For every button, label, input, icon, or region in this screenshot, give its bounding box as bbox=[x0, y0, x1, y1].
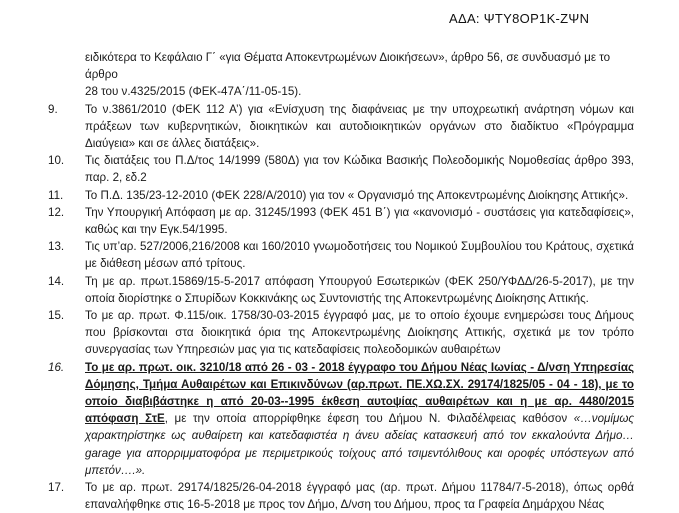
list-item-15 bbox=[48, 307, 634, 359]
list-item-12 bbox=[48, 204, 634, 238]
item-number: 16. bbox=[48, 360, 65, 374]
list-item-14 bbox=[48, 273, 634, 307]
document-body bbox=[48, 49, 634, 513]
item-number: 12. bbox=[48, 205, 65, 219]
item-text: Την Υπουργική Απόφαση με αρ. 31245/1993 (ΦΕΚ 451 Β΄) για «κανονισμό - συστάσεις για κατεδαφίσεις», καθώς και την Εγκ.54/1995. bbox=[85, 205, 634, 237]
item-text: Τις διατάξεις του Π.Δ/τος 14/1999 (580Δ) για τον Κώδικα Βασικής Πολεοδομικής Νομοθεσίας άρθρο 393, παρ. 2, εδ.2 bbox=[85, 154, 634, 185]
item-text: Το ν.3861/2010 (ΦΕΚ 112 Α’) για «Ενίσχυση της διαφάνειας με την υποχρεωτική ανάρτηση νόμων και πράξεων των κυβερνητικών, διοικητικών και αυτοδιοικητικών οργάνων στο διαδίκτυο «Πρόγραμμα Διαύγεια» και σε άλλες διατάξεις». bbox=[85, 102, 634, 151]
item-number: 10. bbox=[48, 154, 65, 168]
item-text: Το με αρ. πρωτ. 29174/1825/26-04-2018 έγγραφό μας (αρ. πρωτ. Δήμου 11784/7-5-2018), όπως ορθά επαναλήφθηκε στις 16-5-2018 με προς τον Δήμο, Δ/νση του Δήμου, προς τα Γραφεία Δημάρχου Νέας bbox=[85, 481, 634, 512]
item-number: 15. bbox=[48, 309, 65, 323]
item-number: 11. bbox=[48, 188, 64, 202]
item-text: Τη με αρ. πρωτ.15869/15-5-2017 απόφαση Υπουργού Εσωτερικών (ΦΕΚ 250/ΥΦΔΔ/26-5-2017), με την οποία διορίστηκε ο Σπυρίδων Κοκκινάκης ως Συντονιστής της Αποκεντρωμένης Διοίκησης Αττικής. bbox=[85, 274, 634, 305]
item-bold-text: Το με αρ. πρωτ. οικ. 3210/18 από 26 - 03 - 2018 έγγραφο του Δήμου Νέας Ιωνίας - Δ/νση Υπηρεσίας Δόμησης, Τμήμα Αυθαιρέτων και Επικινδύνων (αρ.πρωτ. ΠΕ.ΧΩ.ΣΧ. 29174/1825/05 - 04 - 18), με το οποίο διαβιβάστηκε η από 20-03-‐1995 έκθεση αυτοψίας αυθαιρέτων και η με αρ. 4480/2015 απόφαση ΣτΕ bbox=[85, 360, 634, 426]
list-item-9 bbox=[48, 101, 634, 153]
list-item-11 bbox=[48, 187, 634, 204]
item-text: Το με αρ. πρωτ. Φ.115/οικ. 1758/30-03-2015 έγγραφό μας, με το οποίο έχουμε ενημερώσει τους Δήμους που βρίσκονται στα διοικητικά όρια της Αποκεντρωμένης Διοίκησης Αττικής, σχετικά με τον τρόπο συνεργασίας των Υπηρεσιών μας για τις κατεδαφίσεις πολεοδομικών αυθαιρέτων bbox=[85, 309, 634, 357]
item-plain-text: , με την οποία απορρίφθηκε έφεση του Δήμου Ν. Φιλαδέλφειας καθόσον bbox=[164, 412, 574, 426]
item-number: 13. bbox=[48, 240, 65, 254]
list-item-10 bbox=[48, 152, 634, 186]
list-item-13 bbox=[48, 238, 634, 272]
item-number: 9. bbox=[48, 102, 58, 116]
list-item-16 bbox=[48, 359, 634, 479]
item-number: 17. bbox=[48, 481, 65, 495]
item-number: 14. bbox=[48, 274, 65, 288]
ada-code: ΑΔΑ: ΨΤΥ8ΟΡ1Κ-ΖΨΝ bbox=[449, 11, 590, 26]
continuation-line-1: ειδικότερα το Κεφάλαιο Γ΄ «για Θέματα Αποκεντρωμένων Διοικήσεων», άρθρο 56, σε συνδυασμό με το άρθρο bbox=[85, 51, 611, 82]
item-quote-text: «…νομίμως χαρακτηρίστηκε ως αυθαίρετη και κατεδαφιστέα η άνευ αδείας κατασκευή από τον εκκαλούντα Δήμο…garage για απορριμματοφόρα με περιμετρικούς τοίχους από τσιμεντόλιθους και οροφές υπόστεγων από μπετόν….». bbox=[85, 412, 634, 477]
item-text: Το Π.Δ. 135/23-12-2010 (ΦΕΚ 228/Α/2010) για τον « Οργανισμό της Αποκεντρωμένης Διοίκησης Αττικής». bbox=[85, 188, 629, 202]
continuation-line-2: 28 του ν.4325/2015 (ΦΕΚ-47Α΄/11-05-15). bbox=[85, 85, 302, 99]
item-text: Τις υπ’αρ. 527/2006,216/2008 και 160/2010 γνωμοδοτήσεις του Νομικού Συμβουλίου του Κράτους, σχετικά με διάθεση μέσων από τρίτους. bbox=[85, 240, 634, 271]
list-item-17 bbox=[48, 479, 634, 513]
